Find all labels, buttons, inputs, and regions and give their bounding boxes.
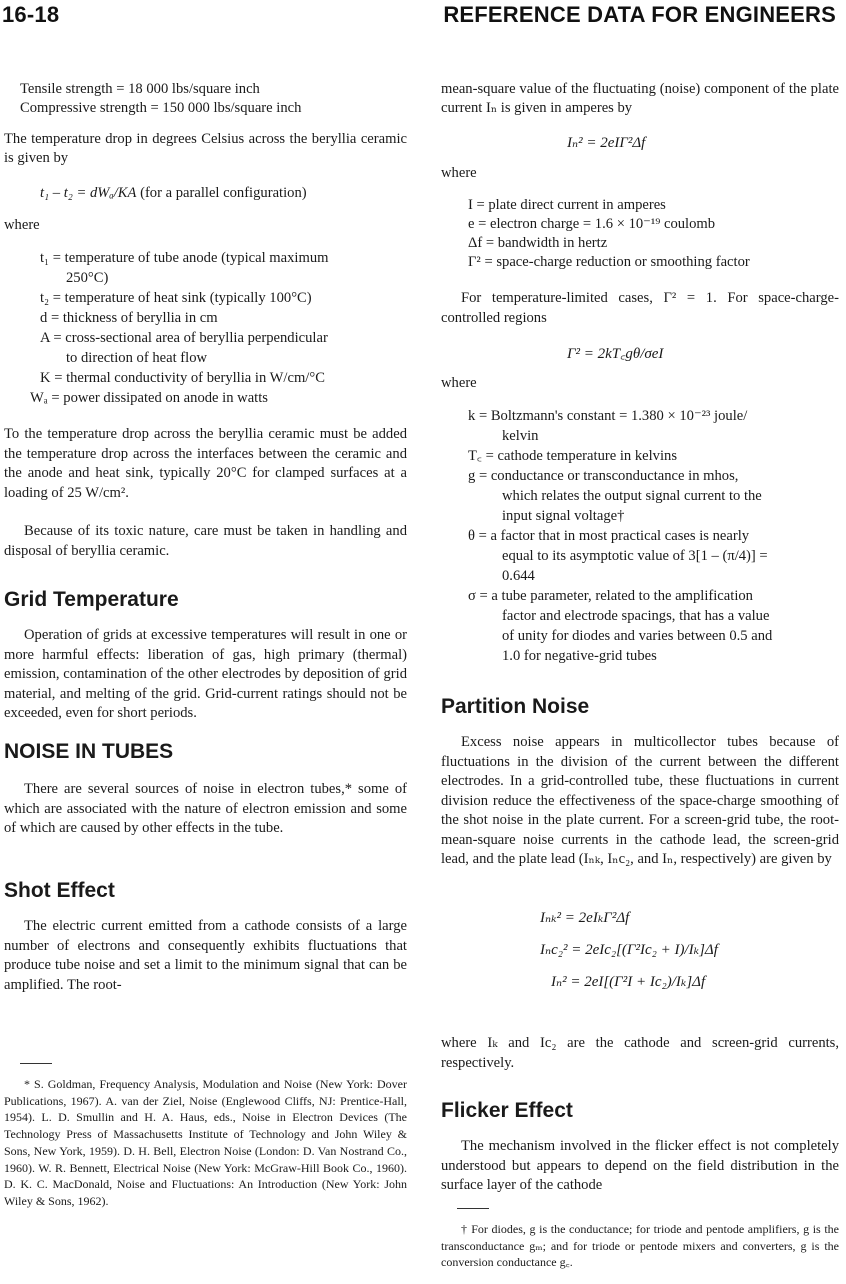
para-shot: The electric current emitted from a cathode consists of a large number of electrons and consequently exhibits fluctuations that produce tube noise and set a limit to the minimum signal that can be amplified. The root-: [4, 918, 407, 993]
def-sigma-cont2: of unity for diodes and varies between 0.5 and: [502, 628, 773, 644]
para-toxic: Because of its toxic nature, care must be taken in handling and disposal of beryllia ceramic.: [4, 523, 407, 559]
def-a-cont: to direction of heat flow: [66, 350, 208, 366]
def-delta-f: Δf = bandwidth in hertz: [468, 235, 608, 251]
para-noise: There are several sources of noise in electron tubes,* some of which are associated with the nature of electron emission and some of which are caused by other effects in the tube.: [4, 781, 407, 836]
def-e: e = electron charge = 1.6 × 10⁻¹⁹ coulomb: [468, 216, 716, 232]
heading-noise-in-tubes: NOISE IN TUBES: [4, 740, 174, 763]
def-g-cont1: which relates the output signal current to the: [502, 488, 762, 504]
temp-drop-intro: The temperature drop in degrees Celsius across the beryllia ceramic is given by: [4, 131, 407, 166]
def-sigma: σ = a tube parameter, related to the amplification: [468, 588, 753, 604]
compressive-strength: Compressive strength = 150 000 lbs/square inch: [20, 100, 302, 116]
def-tc: T꜀ = cathode temperature in kelvins: [468, 448, 678, 464]
def-t1: t₁ = temperature of tube anode (typical maximum: [40, 250, 329, 266]
def-k: K = thermal conductivity of beryllia in W/cm/°C: [40, 370, 325, 386]
def-wa: Wₐ = power dissipated on anode in watts: [30, 390, 268, 406]
tensile-strength: Tensile strength = 18 000 lbs/square inch: [20, 81, 260, 97]
def-theta-cont2: 0.644: [502, 568, 535, 584]
def-g-cont2: input signal voltage†: [502, 508, 625, 524]
running-title: REFERENCE DATA FOR ENGINEERS: [443, 2, 836, 27]
def-gamma: Γ² = space-charge reduction or smoothing factor: [468, 254, 750, 270]
equation-cathode-noise: Iₙₖ² = 2eIₖΓ²Δf: [540, 910, 630, 926]
def-boltzmann-cont: kelvin: [502, 428, 539, 444]
def-t2: t₂ = temperature of heat sink (typically 100°C): [40, 290, 312, 306]
para-partition: Excess noise appears in multicollector tubes because of fluctuations in the division of the current between the different electrodes. In a grid-controlled tube, these fluctuations in current division reduce the effectiveness of the space-charge smoothing of the shot noise in the plate current. For a screen-grid tube, the root-mean-square noise currents in the cathode lead, the screen-grid lead, and the plate lead (Iₙₖ, Iₙc₂, and Iₙ, respectively) are given by: [441, 734, 839, 867]
equation-screen-noise: Iₙc₂² = 2eIc₂[(Γ²Ic₂ + I)/Iₖ]Δf: [540, 942, 718, 958]
def-g: g = conductance or transconductance in mhos,: [468, 468, 739, 484]
footnote-rule: [20, 1063, 52, 1064]
equation-shot-noise: Iₙ² = 2eIΓ²Δf: [567, 135, 646, 151]
def-sigma-cont3: 1.0 for negative-grid tubes: [502, 648, 657, 664]
para-grid: Operation of grids at excessive temperatures will result in one or more harmful effects: liberation of gas, high primary (thermal) emission, contamination of the other electrodes by deposition of grid material, and melting of the grid. Grid-current ratings should not be exceeded, even for short periods.: [4, 627, 407, 721]
def-d: d = thickness of beryllia in cm: [40, 310, 218, 326]
equation-note: (for a parallel configuration): [140, 185, 307, 201]
def-sigma-cont1: factor and electrode spacings, that has a value: [502, 608, 770, 624]
def-boltzmann: k = Boltzmann's constant = 1.380 × 10⁻²³ joule/: [468, 408, 748, 424]
heading-shot-effect: Shot Effect: [4, 879, 115, 902]
def-theta-cont1: equal to its asymptotic value of 3[1 – (π/4)] =: [502, 548, 768, 564]
where-label: where: [4, 217, 40, 233]
def-a: A = cross-sectional area of beryllia perpendicular: [40, 330, 328, 346]
equation-lhs: t₁ – t₂ = dWₐ/KA: [40, 185, 137, 201]
def-theta: θ = a factor that in most practical cases is nearly: [468, 528, 750, 544]
para-added-drop: To the temperature drop across the beryllia ceramic must be added the temperature drop across the interfaces between the ceramic and the anode and heat sink, typically 20°C for clamped surfaces at a loading of 25 W/cm².: [4, 426, 407, 501]
equation-plate-noise: Iₙ² = 2eI[(Γ²I + Ic₂)/Iₖ]Δf: [551, 974, 706, 990]
para-temp-limited: For temperature-limited cases, Γ² = 1. For space-charge-controlled regions: [441, 290, 839, 326]
heading-partition-noise: Partition Noise: [441, 695, 590, 718]
para-mean-square: mean-square value of the fluctuating (noise) component of the plate current Iₙ is given in amperes by: [441, 81, 839, 116]
para-flicker: The mechanism involved in the flicker effect is not completely understood but appears to depend on the field distribution in the surface layer of the cathode: [441, 1138, 839, 1193]
footnote-dagger: † For diodes, g is the conductance; for triode and pentode amplifiers, g is the transconductance gₘ; and for triode or pentode mixers and converters, g is the conversion conductance g꜀.: [441, 1222, 839, 1270]
page-number: 16-18: [2, 2, 60, 27]
heading-grid-temperature: Grid Temperature: [4, 588, 179, 611]
heading-flicker-effect: Flicker Effect: [441, 1099, 573, 1122]
def-i: I = plate direct current in amperes: [468, 197, 666, 213]
def-t1-cont: 250°C): [66, 270, 109, 286]
equation-gamma: Γ² = 2kT꜀gθ/σeI: [567, 346, 664, 362]
where-label-2: where: [441, 165, 477, 181]
footnote-rule-2: [457, 1208, 489, 1209]
footnote-references: * S. Goldman, Frequency Analysis, Modulation and Noise (New York: Dover Publications, 1967). A. van der Ziel, Noise (Englewood Cliffs, NJ: Prentice-Hall, 1954). L. D. Smullin and H. A. Haus, eds., Noise in Electron Devices (The Technology Press of Massachusetts Institute of Technology and John Wiley & Sons, New York, 1959). D. H. Bell, Electron Noise (London: D. Van Nostrand Co., 1960). W. R. Bennett, Electrical Noise (New York: McGraw-Hill Book Co., 1960). D. K. C. MacDonald, Noise and Fluctuations: An Introduction (New York: John Wiley & Sons, 1962).: [4, 1077, 407, 1208]
where-label-3: where: [441, 375, 477, 391]
equation-temp-drop: [40, 184, 307, 203]
para-where-ik: where Iₖ and Ic₂ are the cathode and screen-grid currents, respectively.: [441, 1035, 839, 1071]
